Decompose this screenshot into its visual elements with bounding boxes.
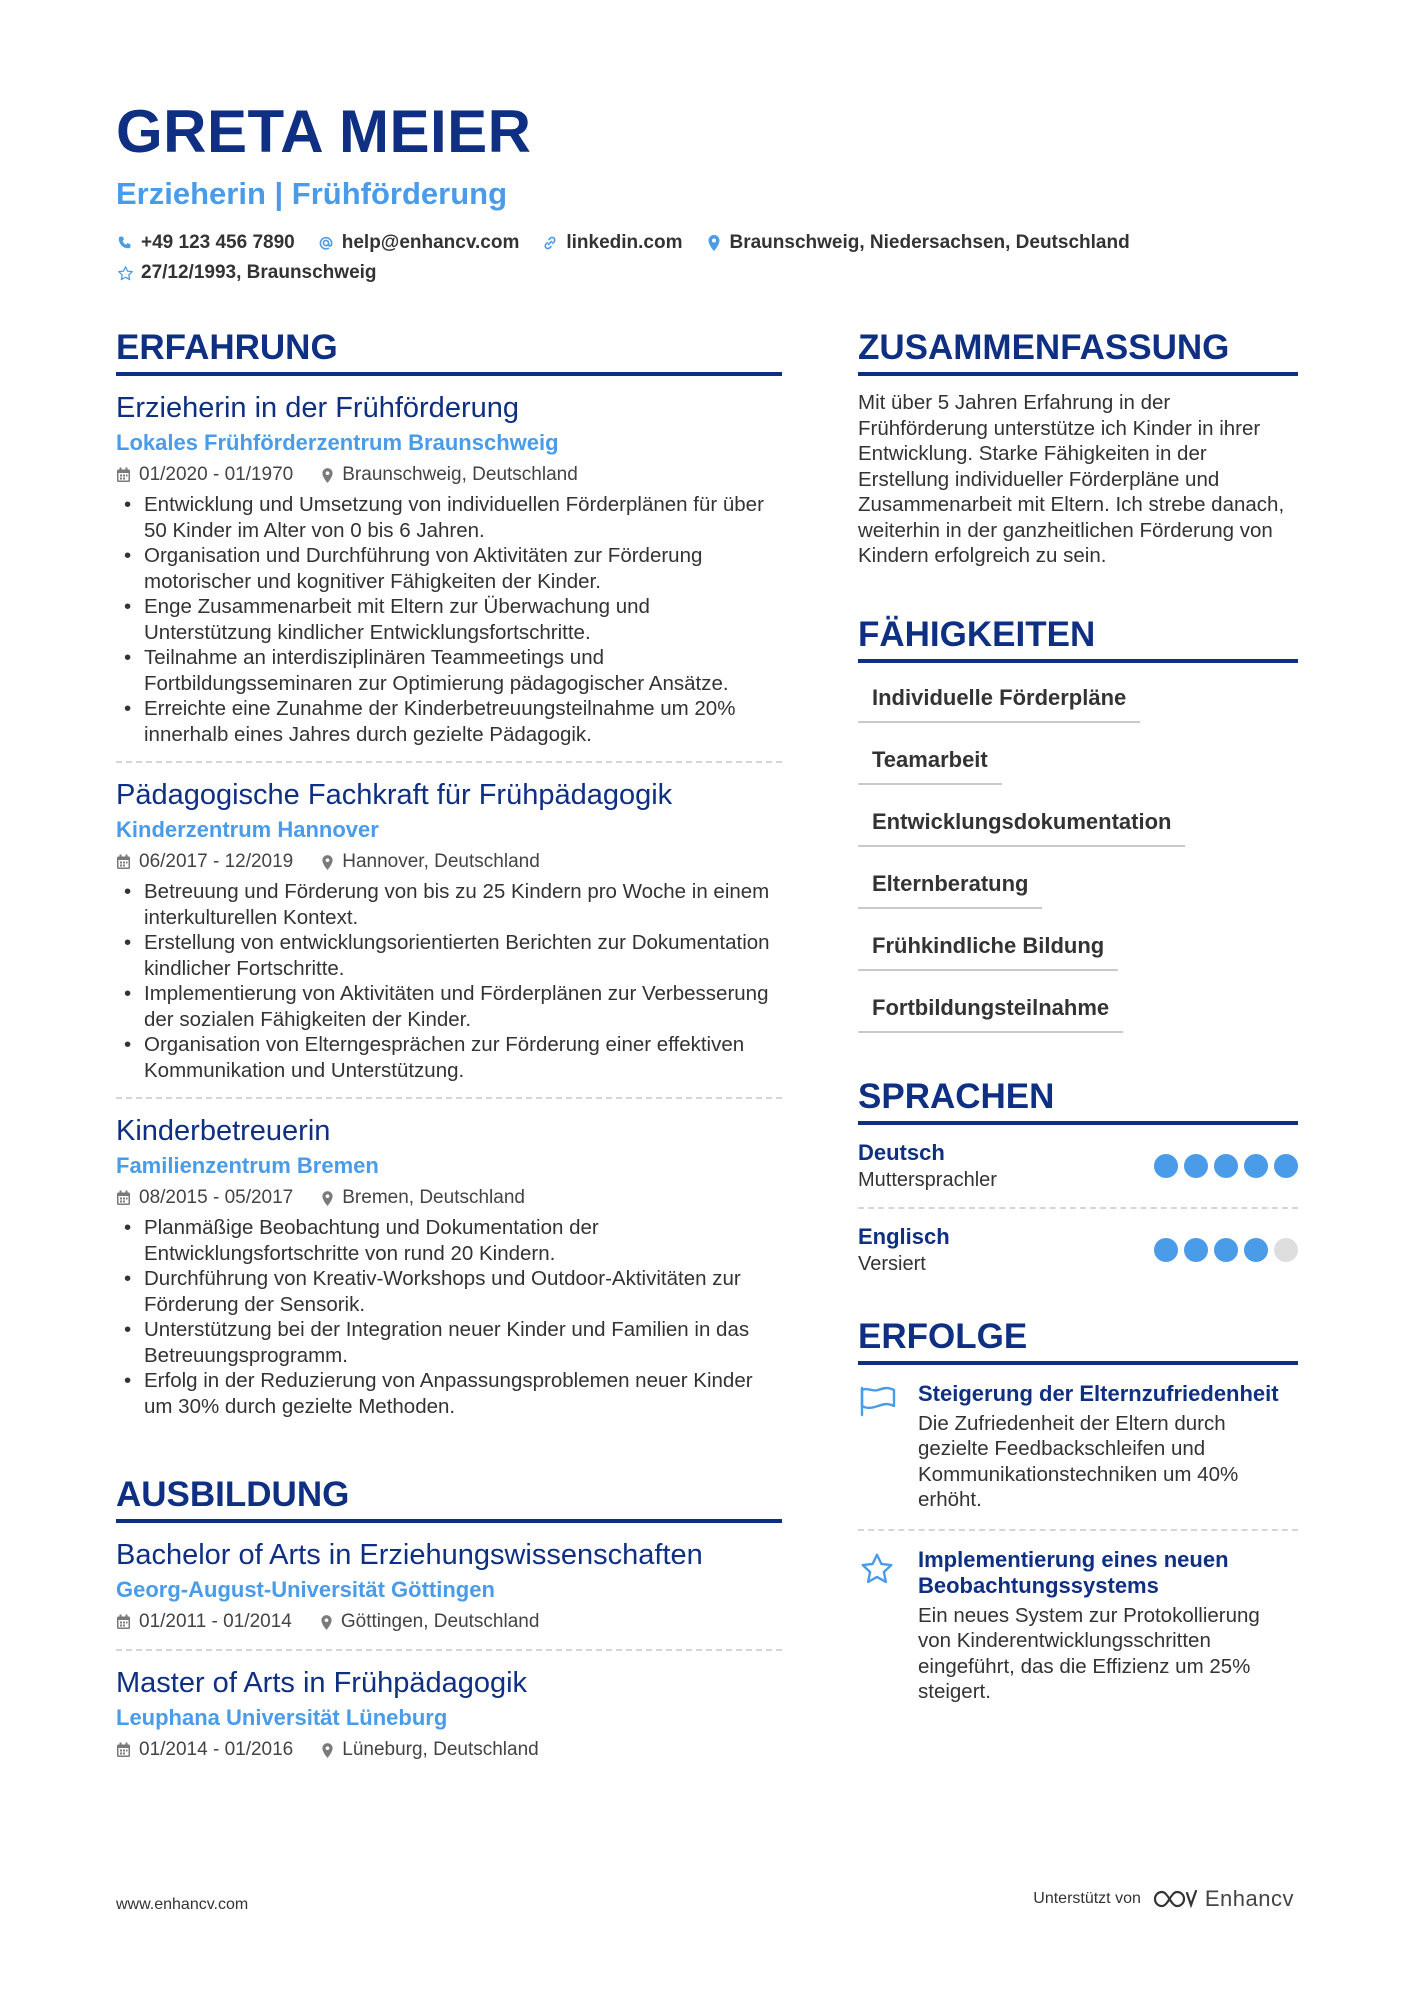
candidate-name: GRETA MEIER	[116, 98, 532, 165]
school-name: Leuphana Universität Lüneburg	[116, 1705, 448, 1730]
bullet-item: • Erreichte eine Zunahme der Kinderbetreuungsteilnahme um 20% innerhalb eines Jahres durch gezielte Pädagogik.	[116, 696, 782, 747]
education-location	[321, 1737, 538, 1763]
bullet-item: • Durchführung von Kreativ-Workshops und Outdoor-Aktivitäten zur Förderung der Sensorik.	[116, 1266, 782, 1317]
calendar-icon	[116, 467, 131, 483]
contact-linkedin-text: linkedin.com	[566, 232, 683, 253]
job-dates-text: 08/2015 - 05/2017	[139, 1187, 294, 1208]
skill-tag: Fortbildungsteilnahme	[858, 987, 1123, 1033]
phone-icon	[116, 234, 134, 252]
language-rating	[1154, 1154, 1298, 1178]
degree-title: Bachelor of Arts in Erziehungswissenschaften	[116, 1539, 703, 1571]
bullet-item: • Unterstützung bei der Integration neuer Kinder und Familien in das Betreuungsprogramm.	[116, 1317, 782, 1368]
achievement-desc: Ein neues System zur Protokollierung von Kinderentwicklungsschritten eingeführt, das die Effizienz um 25% steigert.	[918, 1603, 1260, 1703]
bullet-item: • Teilnahme an interdisziplinären Teammeetings und Fortbildungsseminaren zur Optimierung pädagogischer Ansätze.	[116, 645, 782, 696]
summary-text: Mit über 5 Jahren Erfahrung in der Frühförderung unterstütze ich Kinder in ihrer Entwicklung. Starke Fähigkeiten in der Erstellung individueller Förderpläne und Zusammenarbeit mit Eltern. Ich strebe danach, weiterhin in der ganzheitlichen Förderung von Kindern erfolgreich zu sein.	[858, 391, 1285, 567]
enhancv-logo-icon	[1151, 1887, 1199, 1911]
contact-location-text: Braunschweig, Niedersachsen, Deutschland	[729, 232, 1130, 253]
rating-dot-filled	[1274, 1154, 1298, 1178]
achievement-item	[858, 1531, 1298, 1721]
contact-phone[interactable]	[116, 232, 295, 254]
language-level: Versiert	[858, 1252, 926, 1275]
left-column	[116, 326, 782, 1777]
job-title: Erzieherin in der Frühförderung	[116, 392, 519, 424]
job-meta	[116, 462, 782, 488]
star-icon	[116, 264, 134, 282]
bullet-item: • Betreuung und Förderung von bis zu 25 Kindern pro Woche in einem interkulturellen Kontext.	[116, 879, 782, 930]
contact-email[interactable]	[317, 232, 520, 254]
bullet-item: • Enge Zusammenarbeit mit Eltern zur Überwachung und Unterstützung kindlicher Entwicklungsfortschritte.	[116, 594, 782, 645]
star-icon	[858, 1547, 918, 1705]
experience-entry	[116, 1099, 782, 1433]
rating-dot-filled	[1154, 1238, 1178, 1262]
language-rating	[1154, 1238, 1298, 1262]
experience-entry	[116, 376, 782, 763]
job-bullets	[116, 879, 782, 1083]
rating-dot-filled	[1214, 1238, 1238, 1262]
section-title-languages: SPRACHEN	[858, 1075, 1298, 1125]
skill-tag: Individuelle Förderpläne	[858, 677, 1140, 723]
footer-branding	[1033, 1886, 1294, 1912]
bullet-item: • Organisation von Elterngesprächen zur Förderung einer effektiven Kommunikation und Unterstützung.	[116, 1032, 782, 1083]
contact-birth	[116, 262, 377, 284]
job-title: Pädagogische Fachkraft für Frühpädagogik	[116, 779, 673, 811]
job-dates-text: 01/2020 - 01/1970	[139, 464, 294, 485]
flag-icon	[858, 1381, 918, 1513]
job-location-text: Braunschweig, Deutschland	[342, 464, 578, 485]
contact-location	[705, 232, 1130, 254]
footer-brand-name: Enhancv	[1204, 1886, 1294, 1911]
bullet-item: • Organisation und Durchführung von Aktivitäten zur Förderung motorischer und kognitiver Fähigkeiten der Kinder.	[116, 543, 782, 594]
at-icon	[317, 234, 335, 252]
education-entry	[116, 1523, 782, 1651]
education-location-text: Lüneburg, Deutschland	[342, 1739, 539, 1760]
company-name: Familienzentrum Bremen	[116, 1153, 379, 1178]
bullet-item: • Implementierung von Aktivitäten und Förderplänen zur Verbesserung der sozialen Fähigkeiten der Kinder.	[116, 981, 782, 1032]
achievement-title: Implementierung eines neuen Beobachtungssystems	[918, 1546, 1229, 1598]
bullet-item: • Entwicklung und Umsetzung von individuellen Förderplänen für über 50 Kinder im Alter von 0 bis 6 Jahren.	[116, 492, 782, 543]
calendar-icon	[116, 854, 131, 870]
location-pin-icon	[321, 854, 334, 871]
degree-title: Master of Arts in Frühpädagogik	[116, 1667, 528, 1699]
education-location-text: Göttingen, Deutschland	[340, 1611, 540, 1632]
education-dates	[116, 1609, 292, 1635]
location-pin-icon	[705, 234, 723, 252]
education-meta	[116, 1737, 782, 1763]
rating-dot-filled	[1214, 1154, 1238, 1178]
job-location-text: Bremen, Deutschland	[342, 1187, 525, 1208]
section-title-summary: ZUSAMMENFASSUNG	[858, 326, 1298, 376]
contact-phone-text: +49 123 456 7890	[141, 232, 295, 253]
footer-powered-text: Unterstützt von	[1033, 1890, 1141, 1907]
job-title: Kinderbetreuerin	[116, 1115, 331, 1147]
job-meta	[116, 1185, 782, 1211]
education-dates-text: 01/2011 - 01/2014	[139, 1611, 292, 1632]
language-item	[858, 1125, 1298, 1209]
resume-header	[116, 96, 1296, 284]
job-dates	[116, 1185, 293, 1211]
section-title-education: AUSBILDUNG	[116, 1473, 782, 1523]
job-location	[321, 1185, 525, 1211]
contact-birth-text: 27/12/1993, Braunschweig	[141, 262, 377, 283]
contact-list	[116, 232, 1296, 284]
job-dates	[116, 849, 293, 875]
rating-dot-filled	[1154, 1154, 1178, 1178]
skill-tag: Elternberatung	[858, 863, 1042, 909]
language-item	[858, 1209, 1298, 1291]
rating-dot-empty	[1274, 1238, 1298, 1262]
job-dates-text: 06/2017 - 12/2019	[139, 851, 294, 872]
skill-tag: Teamarbeit	[858, 739, 1002, 785]
link-icon	[541, 234, 559, 252]
education-meta	[116, 1609, 782, 1635]
job-location-text: Hannover, Deutschland	[342, 851, 540, 872]
job-meta	[116, 849, 782, 875]
education-dates	[116, 1737, 293, 1763]
calendar-icon	[116, 1190, 131, 1206]
company-name: Kinderzentrum Hannover	[116, 817, 379, 842]
school-name: Georg-August-Universität Göttingen	[116, 1577, 495, 1602]
education-dates-text: 01/2014 - 01/2016	[139, 1739, 294, 1760]
section-title-skills: FÄHIGKEITEN	[858, 613, 1298, 663]
right-column	[858, 326, 1298, 1721]
education-entry	[116, 1651, 782, 1777]
achievement-title: Steigerung der Elternzufriedenheit	[918, 1380, 1279, 1406]
contact-linkedin[interactable]	[541, 232, 682, 254]
experience-entry	[116, 763, 782, 1099]
bullet-item: • Erstellung von entwicklungsorientierten Berichten zur Dokumentation kindlicher Fortschritte.	[116, 930, 782, 981]
location-pin-icon	[320, 1614, 333, 1631]
calendar-icon	[116, 1614, 131, 1630]
skill-tag: Entwicklungsdokumentation	[858, 801, 1185, 847]
bullet-item: • Erfolg in der Reduzierung von Anpassungsproblemen neuer Kinder um 30% durch gezielte Methoden.	[116, 1368, 782, 1419]
skills-list	[858, 677, 1298, 1033]
job-bullets	[116, 1215, 782, 1419]
education-location	[320, 1609, 540, 1635]
language-name: Englisch	[858, 1223, 950, 1249]
calendar-icon	[116, 1742, 131, 1758]
job-bullets	[116, 492, 782, 747]
section-title-achievements: ERFOLGE	[858, 1315, 1298, 1365]
skill-tag: Frühkindliche Bildung	[858, 925, 1118, 971]
location-pin-icon	[321, 1742, 334, 1759]
contact-email-text: help@enhancv.com	[341, 232, 520, 253]
rating-dot-filled	[1244, 1238, 1268, 1262]
language-level: Muttersprachler	[858, 1168, 997, 1191]
location-pin-icon	[321, 1190, 334, 1207]
achievement-desc: Die Zufriedenheit der Eltern durch gezielte Feedbackschleifen und Kommunikationstechniken um 40% erhöht.	[918, 1411, 1239, 1511]
bullet-item: • Planmäßige Beobachtung und Dokumentation der Entwicklungsfortschritte von rund 20 Kindern.	[116, 1215, 782, 1266]
company-name: Lokales Frühförderzentrum Braunschweig	[116, 430, 559, 455]
job-dates	[116, 462, 293, 488]
job-location	[321, 849, 540, 875]
achievement-item	[858, 1365, 1298, 1531]
section-title-experience: ERFAHRUNG	[116, 326, 782, 376]
location-pin-icon	[321, 467, 334, 484]
rating-dot-filled	[1184, 1154, 1208, 1178]
language-name: Deutsch	[858, 1139, 945, 1165]
rating-dot-filled	[1184, 1238, 1208, 1262]
rating-dot-filled	[1244, 1154, 1268, 1178]
footer-website[interactable]: www.enhancv.com	[116, 1896, 249, 1913]
candidate-headline: Erzieherin | Frühförderung	[116, 176, 508, 211]
job-location	[321, 462, 578, 488]
